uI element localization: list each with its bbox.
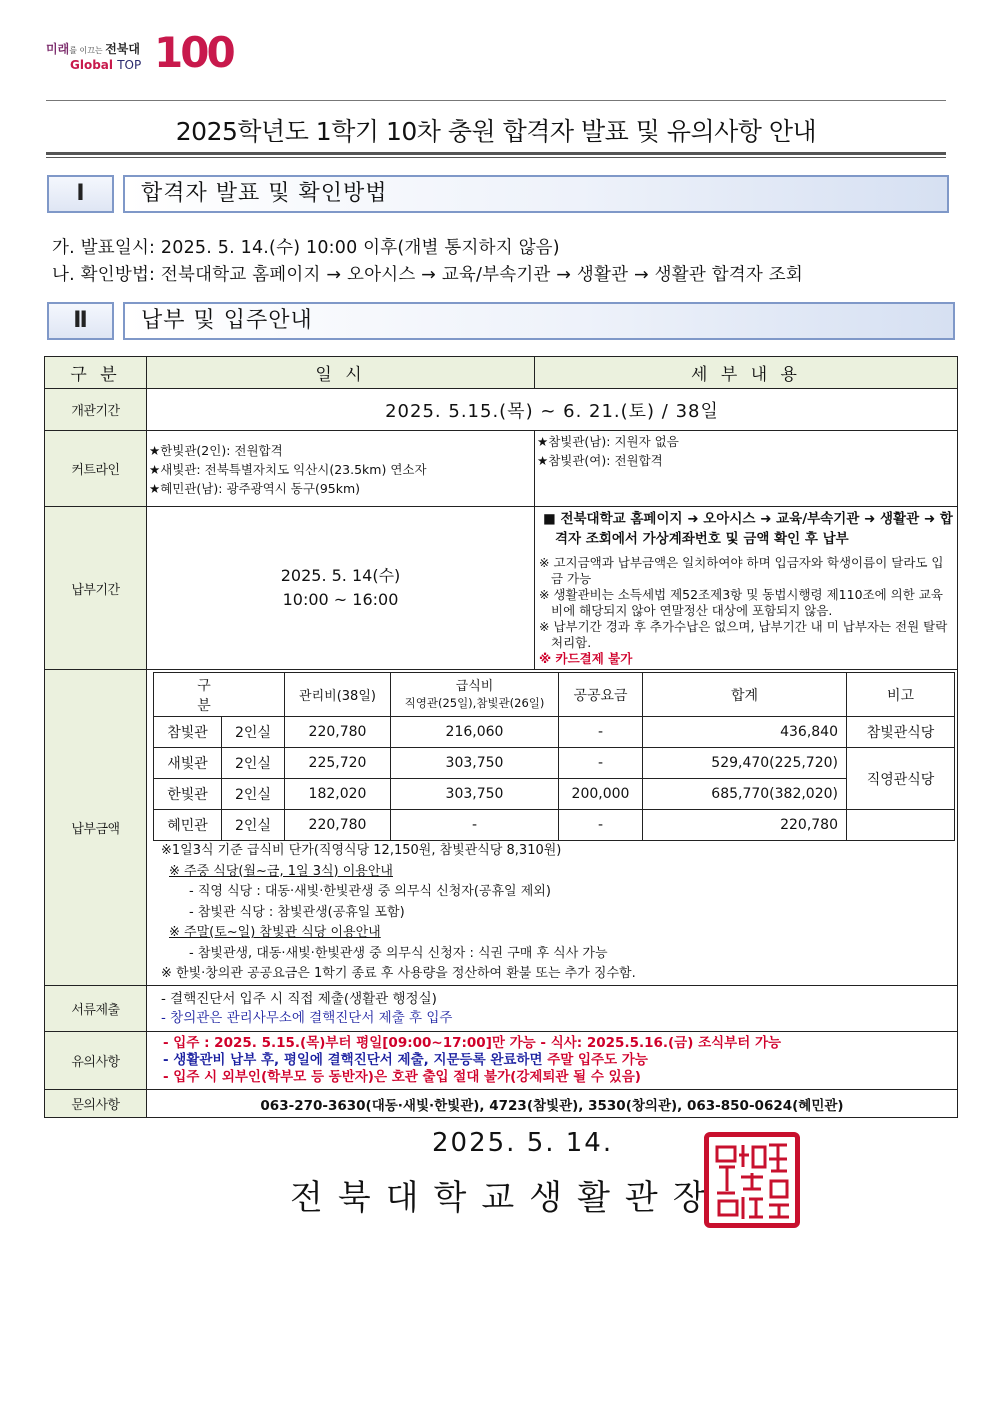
fee-meal: 303,750: [391, 748, 559, 779]
fee-hall: 한빛관: [154, 779, 222, 810]
fee-mgmt: 220,780: [285, 810, 391, 841]
section2-number: Ⅱ: [47, 302, 114, 340]
payment-amount-row: [45, 670, 958, 986]
cautions-cell: [147, 1032, 958, 1090]
fee-header-meal: [391, 673, 559, 717]
fee-public: 200,000: [559, 779, 643, 810]
contact-row: [45, 1090, 958, 1118]
fee-public: -: [559, 717, 643, 748]
fee-total: 529,470(225,720): [643, 748, 847, 779]
fee-meal: -: [391, 810, 559, 841]
cautions-row: [45, 1032, 958, 1090]
fee-room: 2인실: [222, 717, 285, 748]
announce-date-line: 가. 발표일시: 2025. 5. 14.(수) 10:00 이후(개별 통지하지 않음): [52, 238, 560, 258]
fee-mgmt: 220,780: [285, 717, 391, 748]
section2-title: 납부 및 입주안내: [123, 302, 955, 340]
opening-period: 2025. 5.15.(목) ~ 6. 21.(토) / 38일: [147, 389, 958, 431]
logo-text-top: TOP: [117, 58, 142, 72]
documents-label: 서류제출: [45, 986, 147, 1032]
meal-note: ※1일3식 기준 급식비 단가(직영식당 12,150원, 참빛관식당 8,310원): [161, 843, 562, 858]
cautions-label: 유의사항: [45, 1032, 147, 1090]
official-seal-icon: [704, 1132, 800, 1228]
cutline-label: 커트라인: [45, 431, 147, 507]
opening-label: 개관기간: [45, 389, 147, 431]
fee-row: [154, 748, 955, 779]
logo-text-mirae: 미래: [46, 42, 70, 56]
card-payment-note: ※ 카드결제 불가: [539, 651, 633, 666]
title-divider-thick: [46, 152, 946, 155]
table-header-row: [45, 357, 958, 389]
fee-hall: 혜민관: [154, 810, 222, 841]
header-datetime: 일 시: [147, 357, 535, 389]
fee-header-mgmt: 관리비(38일): [285, 673, 391, 717]
cutline-item: ★새빛관: 전북특별자치도 익산시(23.5km) 연소자: [149, 462, 427, 477]
payment-method-text: ■ 전북대학교 홈페이지 ➜ 오아시스 ➜ 교육/부속기관 ➜ 생활관 ➜ 합격자 조회에서 가상계좌번호 및 금액 확인 후 납부: [543, 511, 953, 547]
payment-period-label: 납부기간: [45, 507, 147, 670]
fee-room: 2인실: [222, 779, 285, 810]
cutline-item: ★참빛관(여): 전원합격: [537, 453, 663, 468]
logo-text-jbnu: 전북대: [105, 42, 140, 56]
fee-room: 2인실: [222, 748, 285, 779]
fee-hall: 참빛관: [154, 717, 222, 748]
documents-line: - 결핵진단서 입주 시 직접 제출(생활관 행정실): [161, 990, 437, 1007]
fee-hall: 새빛관: [154, 748, 222, 779]
cutline-left-cell: [147, 431, 535, 507]
caution-line: - 입주 : 2025. 5.15.(목)부터 평일[09:00~17:00]만 가능 - 식사: 2025.5.16.(금) 조식부터 가능: [163, 1035, 782, 1051]
fee-mgmt: 225,720: [285, 748, 391, 779]
cutline-row: [45, 431, 958, 507]
fee-remark: 직영관식당: [847, 748, 955, 810]
fee-public: -: [559, 810, 643, 841]
fee-header-remark: 비고: [847, 673, 955, 717]
payment-date: 2025. 5. 14(수): [280, 566, 401, 585]
fee-header-meal-sub: 직영관(25일),참빛관(26일): [404, 695, 545, 710]
fee-mgmt: 182,020: [285, 779, 391, 810]
meal-note: - 참빛관 식당 : 참빛관생(공휴일 포함): [189, 904, 405, 920]
fee-table: [153, 672, 955, 841]
seal-pattern-icon: [709, 1137, 795, 1223]
documents-line: - 창의관은 관리사무소에 결핵진단서 제출 후 입주: [161, 1009, 453, 1026]
fee-header-row: [154, 673, 955, 717]
section1-number: Ⅰ: [47, 175, 114, 213]
payment-time: 10:00 ~ 16:00: [282, 590, 399, 609]
opening-row: [45, 389, 958, 431]
fee-remark: 참빛관식당: [847, 717, 955, 748]
payment-amount-cell: [147, 670, 958, 986]
payment-amount-label: 납부금액: [45, 670, 147, 986]
top-divider: [46, 100, 946, 101]
cutline-right-cell: [535, 431, 958, 507]
logo-number: 100: [154, 28, 233, 77]
footer-signer: 전북대학교생활관장: [290, 1178, 721, 1218]
documents-cell: [147, 986, 958, 1032]
logo-text-global: Global: [70, 58, 118, 72]
header-details: 세 부 내 용: [535, 357, 958, 389]
announce-method-line: 나. 확인방법: 전북대학교 홈페이지 → 오아시스 → 교육/부속기관 → 생활관 → 생활관 합격자 조회: [52, 265, 803, 285]
cutline-item: ★한빛관(2인): 전원합격: [149, 443, 283, 458]
fee-header-meal-top: 급식비: [455, 678, 494, 694]
fee-total: 220,780: [643, 810, 847, 841]
page-title: 2025학년도 1학기 10차 충원 합격자 발표 및 유의사항 안내: [175, 117, 817, 146]
payment-period-row: [45, 507, 958, 670]
fee-room: 2인실: [222, 810, 285, 841]
payment-period-datetime: [147, 507, 535, 670]
fee-header-public: 공공요금: [559, 673, 643, 717]
section1-title: 합격자 발표 및 확인방법: [123, 175, 949, 213]
payment-period-details: [535, 507, 958, 670]
payment-note: ※ 납부기간 경과 후 추가수납은 없으며, 납부기간 내 미 납부자는 전원 탈락 처리함.: [539, 619, 948, 650]
meal-note: - 참빛관생, 대동·새빛·한빛관생 중 의무식 신청자 : 식권 구매 후 식사 가능: [189, 945, 608, 961]
cutline-item: ★혜민관(남): 광주광역시 동구(95km): [149, 481, 361, 496]
fee-public: -: [559, 748, 643, 779]
fee-total: 436,840: [643, 717, 847, 748]
info-table: [44, 356, 958, 1118]
header-category: 구 분: [45, 357, 147, 389]
cutline-item: ★참빛관(남): 지원자 없음: [537, 434, 679, 449]
meal-note: ※ 주중 식당(월~금, 1일 3식) 이용안내: [169, 863, 393, 879]
fee-header-total: 합계: [643, 673, 847, 717]
documents-row: [45, 986, 958, 1032]
fee-row: [154, 717, 955, 748]
payment-note: ※ 생활관비는 소득세법 제52조제3항 및 동법시행령 제110조에 의한 교육비에 해당되지 않아 연말정산 대상에 포함되지 않음.: [539, 587, 943, 618]
contact-label: 문의사항: [45, 1090, 147, 1118]
fee-header-category: 구 분: [154, 673, 285, 717]
fee-row: [154, 810, 955, 841]
contact-value: 063-270-3630(대동·새빛·한빛관), 4723(참빛관), 3530(창의관), 063-850-0624(혜민관): [147, 1090, 958, 1118]
caution-line: - 생활관비 납부 후, 평일에 결핵진단서 제출, 지문등록 완료하면: [163, 1052, 548, 1068]
title-divider-thin: [46, 157, 946, 158]
fee-remark: [847, 810, 955, 841]
logo-text-slogan: 를 이끄는: [69, 46, 106, 55]
fee-row: [154, 779, 955, 810]
fee-total: 685,770(382,020): [643, 779, 847, 810]
meal-note: ※ 주말(토~일) 참빛관 식당 이용안내: [169, 925, 381, 940]
meal-note: - 직영 식당 : 대동·새빛·한빛관생 중 의무식 신청자(공휴일 제외): [189, 884, 551, 899]
caution-highlight: 주말 입주도 가능: [547, 1052, 648, 1068]
caution-line: - 입주 시 외부인(학부모 등 동반자)은 호관 출입 절대 불가(강제퇴관 될 수 있음): [163, 1069, 641, 1085]
payment-note: ※ 고지금액과 납부금액은 일치하여야 하며 입금자와 학생이름이 달라도 입금 가능: [539, 555, 944, 586]
meal-note: ※ 한빛·창의관 공공요금은 1학기 종료 후 사용량을 정산하여 환불 또는 추가 징수함.: [161, 966, 636, 981]
fee-meal: 216,060: [391, 717, 559, 748]
footer-date: 2025. 5. 14.: [432, 1128, 614, 1158]
fee-meal: 303,750: [391, 779, 559, 810]
university-logo: [46, 28, 233, 80]
meal-notes: [147, 841, 957, 985]
